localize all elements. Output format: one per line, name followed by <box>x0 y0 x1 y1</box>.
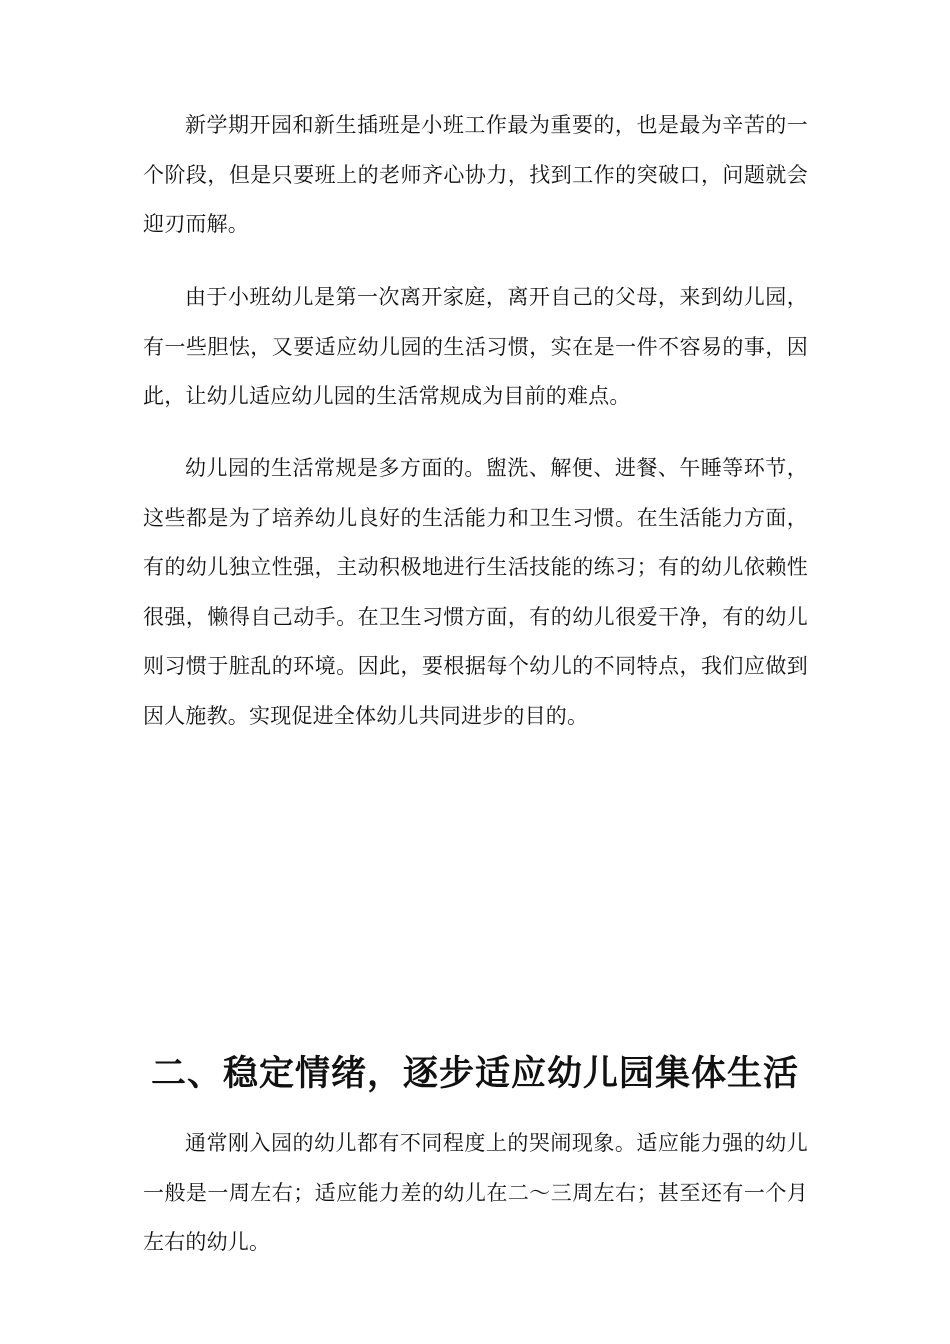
paragraph-3: 幼儿园的生活常规是多方面的。盥洗、解便、进餐、午睡等环节，这些都是为了培养幼儿良好的生活能力和卫生习惯。在生活能力方面，有的幼儿独立性强，主动积极地进行生活技能的练习；有的幼儿依赖性很强，懒得自己动手。在卫生习惯方面，有的幼儿很爱干净，有的幼儿则习惯于脏乱的环境。因此，要根据每个幼儿的不同特点，我们应做到因人施教。实现促进全体幼儿共同进步的目的。 <box>143 456 808 728</box>
paragraph-2: 由于小班幼儿是第一次离开家庭，离开自己的父母，来到幼儿园，有一些胆怯，又要适应幼儿园的生活习惯，实在是一件不容易的事，因此，让幼儿适应幼儿园的生活常规成为目前的难点。 <box>143 285 808 408</box>
paragraph-1: 新学期开园和新生插班是小班工作最为重要的，也是最为辛苦的一个阶段，但是只要班上的老师齐心协力，找到工作的突破口，问题就会迎刃而解。 <box>143 113 808 236</box>
section-heading: 二、稳定情绪，逐步适应幼儿园集体生活 <box>150 1054 799 1094</box>
section-paragraph: 通常刚入园的幼儿都有不同程度上的哭闹现象。适应能力强的幼儿一般是一周左右；适应能力差的幼儿在二～三周左右；甚至还有一个月左右的幼儿。 <box>143 1131 808 1254</box>
